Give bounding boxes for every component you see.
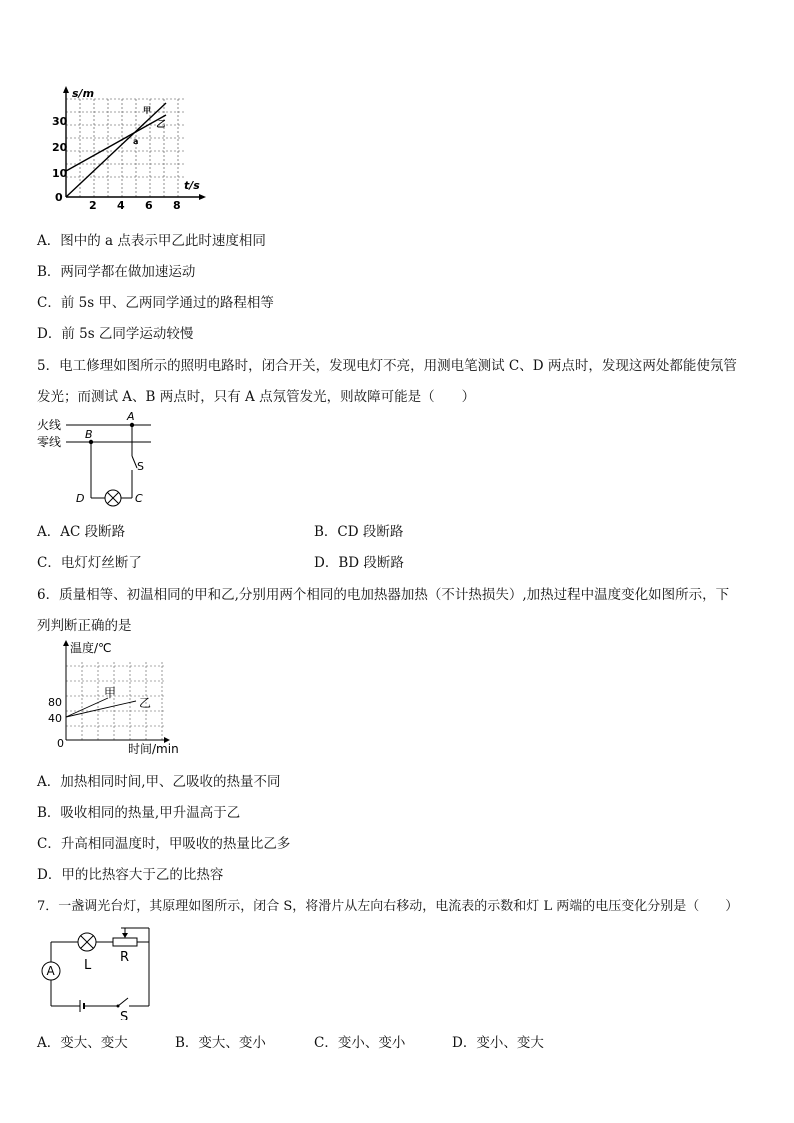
live-wire-label: 火线 xyxy=(37,418,62,432)
q4-option-a: A．图中的 a 点表示甲乙此时速度相同 xyxy=(37,233,266,249)
point-b: B xyxy=(85,428,93,441)
lamp-icon xyxy=(78,933,96,951)
point-a: A xyxy=(127,410,135,423)
y-axis-label: s/m xyxy=(72,87,95,100)
line-jia-label: 甲 xyxy=(104,686,117,700)
x-tick-2: 2 xyxy=(89,199,97,212)
ammeter-label: A xyxy=(46,964,55,978)
point-d: D xyxy=(76,492,85,505)
line-jia-label: 甲 xyxy=(143,106,151,115)
battery-icon xyxy=(80,1000,84,1012)
q6-option-a: A．加热相同时间,甲、乙吸收的热量不同 xyxy=(37,774,281,790)
lamp-icon xyxy=(105,490,121,506)
line-jia xyxy=(66,698,108,717)
y-axis-label: 温度/℃ xyxy=(70,641,112,655)
y-tick-30: 30 xyxy=(52,115,68,128)
q5-circuit-diagram xyxy=(36,408,166,508)
x-tick-6: 6 xyxy=(145,199,153,212)
q5-option-a: A．AC 段断路 xyxy=(37,524,126,540)
q4-option-d: D．前 5s 乙同学运动较慢 xyxy=(37,326,194,342)
q4-option-c: C．前 5s 甲、乙两同学通过的路程相等 xyxy=(37,295,274,311)
q6-stem-line1: 6．质量相等、初温相同的甲和乙,分别用两个相同的电加热器加热（不计热损失）,加热过程中温度变化如图所示，下 xyxy=(37,587,730,603)
line-jia xyxy=(66,103,166,197)
q7-option-b: B．变大、变小 xyxy=(175,1035,266,1051)
origin-label: 0 xyxy=(55,191,63,204)
q5-option-d: D．BD 段断路 xyxy=(314,555,404,571)
q7-stem: 7．一盏调光台灯，其原理如图所示，闭合 S，将滑片从左向右移动，电流表的示数和灯 L 两端的电压变化分别是（ ） xyxy=(37,899,739,914)
x-axis-label: t/s xyxy=(184,179,200,192)
temperature-time-graph xyxy=(42,636,192,758)
q7-option-d: D．变小、变大 xyxy=(452,1035,544,1051)
q5-stem-line2: 发光；而测试 A、B 两点时，只有 A 点氖管发光，则故障可能是（ ） xyxy=(37,389,476,405)
switch-label: S xyxy=(120,1010,129,1020)
point-c: C xyxy=(135,492,143,505)
y-tick-40: 40 xyxy=(48,712,62,725)
q4-option-b: B．两同学都在做加速运动 xyxy=(37,264,196,280)
lamp-label: L xyxy=(84,958,92,973)
y-tick-80: 80 xyxy=(48,696,62,709)
x-tick-8: 8 xyxy=(173,199,181,212)
neutral-wire-label: 零线 xyxy=(37,435,62,449)
switch-label: S xyxy=(137,460,144,473)
q7-option-c: C．变小、变小 xyxy=(314,1035,406,1051)
q5-option-b: B．CD 段断路 xyxy=(314,524,404,540)
q6-stem-line2: 列判断正确的是 xyxy=(37,618,132,634)
line-yi xyxy=(66,701,136,717)
q6-option-c: C．升高相同温度时，甲吸收的热量比乙多 xyxy=(37,836,291,852)
q7-circuit-diagram xyxy=(37,920,167,1020)
switch-s xyxy=(118,998,128,1006)
s-t-graph xyxy=(50,85,210,213)
rheostat-label: R xyxy=(120,950,130,965)
point-a-label: a xyxy=(133,137,139,146)
x-tick-4: 4 xyxy=(117,199,125,212)
q7-option-a: A．变大、变大 xyxy=(37,1035,128,1051)
x-axis-label: 时间/min xyxy=(128,742,179,756)
y-tick-10: 10 xyxy=(52,167,68,180)
line-yi-label: 乙 xyxy=(139,696,152,710)
line-yi-label: 乙 xyxy=(156,120,166,130)
origin-label: 0 xyxy=(57,737,64,750)
q5-stem-line1: 5．电工修理如图所示的照明电路时，闭合开关，发现电灯不亮，用测电笔测试 C、D 两点时，发现这两处都能使氖管 xyxy=(37,358,737,374)
q6-option-d: D．甲的比热容大于乙的比热容 xyxy=(37,867,224,883)
rheostat-r xyxy=(113,938,137,946)
q6-option-b: B．吸收相同的热量,甲升温高于乙 xyxy=(37,805,241,821)
y-tick-20: 20 xyxy=(52,141,68,154)
q5-option-c: C．电灯灯丝断了 xyxy=(37,555,142,571)
line-yi xyxy=(66,115,166,171)
